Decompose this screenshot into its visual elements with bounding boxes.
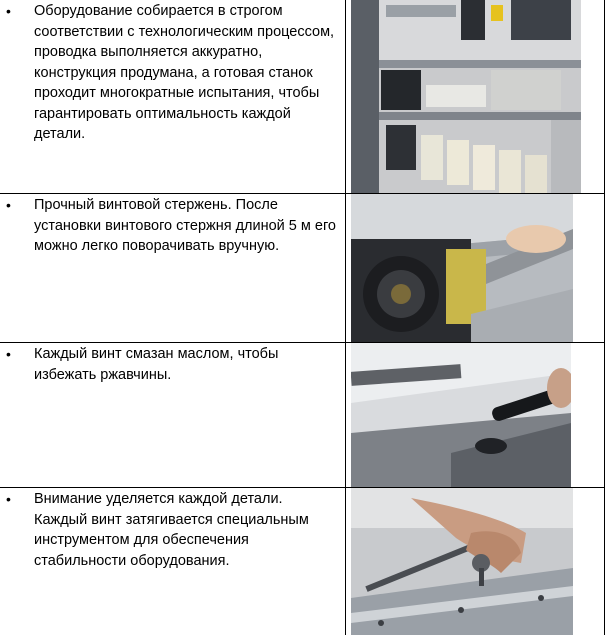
table-row: [0, 343, 605, 487]
bullet-marker: •: [6, 3, 11, 19]
description-text: Оборудование собирается в строгом соответствии с технологическим процессом, проводка выполняется аккуратно, конструкция продумана, а готовая станок проходит многократные испытания, чтобы гарантировать оптимальность каждой детали.: [34, 3, 335, 142]
description-text: Внимание уделяется каждой детали. Каждый винт затягивается специальным инструментом для обеспечения стабильности оборудования.: [34, 491, 309, 569]
table-row: [0, 194, 605, 342]
bullet-marker: •: [6, 491, 11, 507]
description-text: Каждый винт смазан маслом, чтобы избежать ржавчины.: [34, 346, 279, 383]
description-text: Прочный винтовой стержень. После установки винтового стержня длиной 5 м его можно легко поворачивать вручную.: [34, 197, 337, 254]
ball-screw-photo: [351, 194, 573, 342]
oiled-screw-photo: [351, 343, 571, 487]
bullet-marker: •: [6, 197, 11, 213]
electrical-cabinet-photo: [351, 0, 581, 193]
bullet-marker: •: [6, 346, 11, 362]
tightening-tool-photo: [351, 488, 573, 635]
table-row: [0, 0, 605, 193]
table-row: [0, 488, 605, 635]
